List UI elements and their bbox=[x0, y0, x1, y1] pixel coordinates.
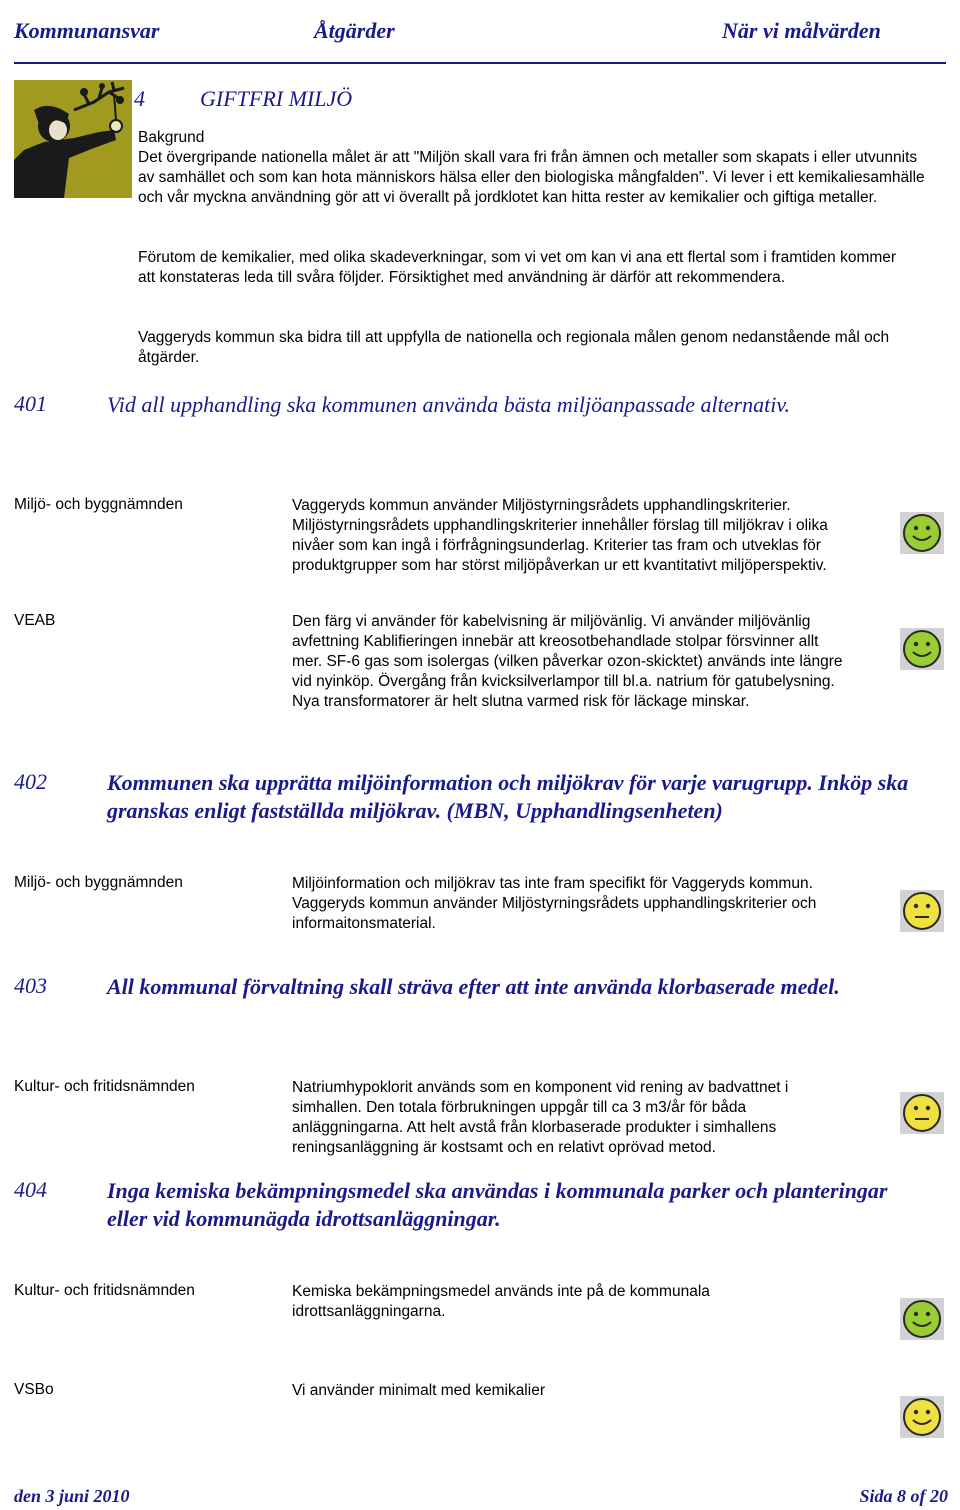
status-smiley-yellow-happy-icon bbox=[900, 1396, 944, 1438]
header-atgarder: Åtgärder bbox=[314, 18, 395, 43]
goal-number: 401 bbox=[14, 391, 47, 416]
footer-page-number: Sida 8 of 20 bbox=[859, 1486, 948, 1506]
intro-paragraph-3: Vaggeryds kommun ska bidra till att uppfylla de nationella och regionala målen genom nedanstående mål och åtgärder. bbox=[138, 329, 890, 366]
responsible-org: VEAB bbox=[14, 612, 56, 629]
responsible-org: VSBo bbox=[14, 1381, 54, 1398]
measure-description: Vaggeryds kommun använder Miljöstyrningsrådets upphandlingskriterier. Miljöstyrningsrådets upphandlingskriterier innehåller förslag till miljökrav i olika nivåer som kan ingå i förfrågningsunderlag. Kriterier tas fram och utveklas för produktgrupper som har störst miljöpåverkan ur ett kvantitativt miljöperspektiv. bbox=[292, 497, 828, 574]
responsible-org: Kultur- och fritidsnämnden bbox=[14, 1282, 195, 1299]
section-number: 4 bbox=[134, 86, 145, 111]
measure-description: Kemiska bekämpningsmedel används inte på de kommunala idrottsanläggningarna. bbox=[292, 1283, 710, 1320]
goal-number: 404 bbox=[14, 1177, 47, 1202]
goal-number: 402 bbox=[14, 769, 47, 794]
goal-text: Kommunen ska upprätta miljöinformation och miljökrav för varje varugrupp. Inköp ska granskas enligt fastställda miljökrav. (MBN, Upphandlingsenheten) bbox=[107, 770, 909, 823]
goal-number: 403 bbox=[14, 973, 47, 998]
intro-paragraph-2: Förutom de kemikalier, med olika skadeverkningar, som vi vet om kan vi ana ett flertal som i framtiden kommer att konstateras leda till svåra följder. Försiktighet med användning är därför att rekommendera. bbox=[138, 249, 897, 286]
measure-description: Natriumhypoklorit används som en komponent vid rening av badvattnet i simhallen. Den totala förbrukningen uppgår till ca 3 m3/år för båda anläggningarna. Att helt avstå från klorbaserade produkter i simhallens reningsanläggning är kostsamt och en relativt oprövad metod. bbox=[292, 1079, 789, 1156]
section-title: GIFTFRI MILJÖ bbox=[200, 86, 353, 111]
goal-text: Vid all upphandling ska kommunen använda bästa miljöanpassade alternativ. bbox=[107, 392, 790, 417]
responsible-org: Miljö- och byggnämnden bbox=[14, 496, 183, 513]
responsible-org: Miljö- och byggnämnden bbox=[14, 874, 183, 891]
header-rule bbox=[14, 62, 946, 64]
intro-paragraph-1: Det övergripande nationella målet är att "Miljön skall vara fri från ämnen och metaller som skapats i eller utvunnits av samhället och som kan hota människors hälsa eller den biologiska mångfalden". Vi lever i ett kemikaliesamhälle och vår myckna användning gör att vi överallt på jordklotet kan hitta rester av kemikalier och giftiga metaller. bbox=[138, 149, 925, 206]
measure-description: Den färg vi använder för kabelvisning är miljövänlig. Vi använder miljövänlig avfettning Kablifieringen innebär att kreosotbehandlade stolpar försvinner allt mer. SF-6 gas som isolergas (vilken påverkar ozon-skicktet) används inte längre vid nyinköp. Övergång från kvicksilverlampor till bl.a. natrium för gatubelysning. Nya transformatorer är helt slutna varmed risk för läckage minskar. bbox=[292, 613, 843, 710]
status-smiley-green-happy-icon bbox=[900, 1298, 944, 1340]
person-reaching-branch-illustration bbox=[14, 80, 132, 198]
responsible-org: Kultur- och fritidsnämnden bbox=[14, 1078, 195, 1095]
footer-date: den 3 juni 2010 bbox=[14, 1486, 130, 1506]
goal-text: Inga kemiska bekämpningsmedel ska användas i kommunala parker och planteringar eller vid kommunägda idrottsanläggningar. bbox=[107, 1178, 888, 1231]
header-kommunansvar: Kommunansvar bbox=[14, 18, 160, 43]
intro-heading: Bakgrund bbox=[138, 129, 205, 146]
measure-description: Miljöinformation och miljökrav tas inte fram specifikt för Vaggeryds kommun. Vaggeryds kommun använder Miljöstyrningsrådets upphandlingskriterier och informaitonsmaterial. bbox=[292, 875, 817, 932]
header-malvarden: När vi målvärden bbox=[722, 18, 881, 43]
status-smiley-green-happy-icon bbox=[900, 628, 944, 670]
goal-text: All kommunal förvaltning skall sträva efter att inte använda klorbaserade medel. bbox=[107, 974, 840, 999]
status-smiley-yellow-neutral-icon bbox=[900, 1092, 944, 1134]
measure-description: Vi använder minimalt med kemikalier bbox=[292, 1382, 545, 1399]
status-smiley-green-happy-icon bbox=[900, 512, 944, 554]
status-smiley-yellow-neutral-icon bbox=[900, 890, 944, 932]
